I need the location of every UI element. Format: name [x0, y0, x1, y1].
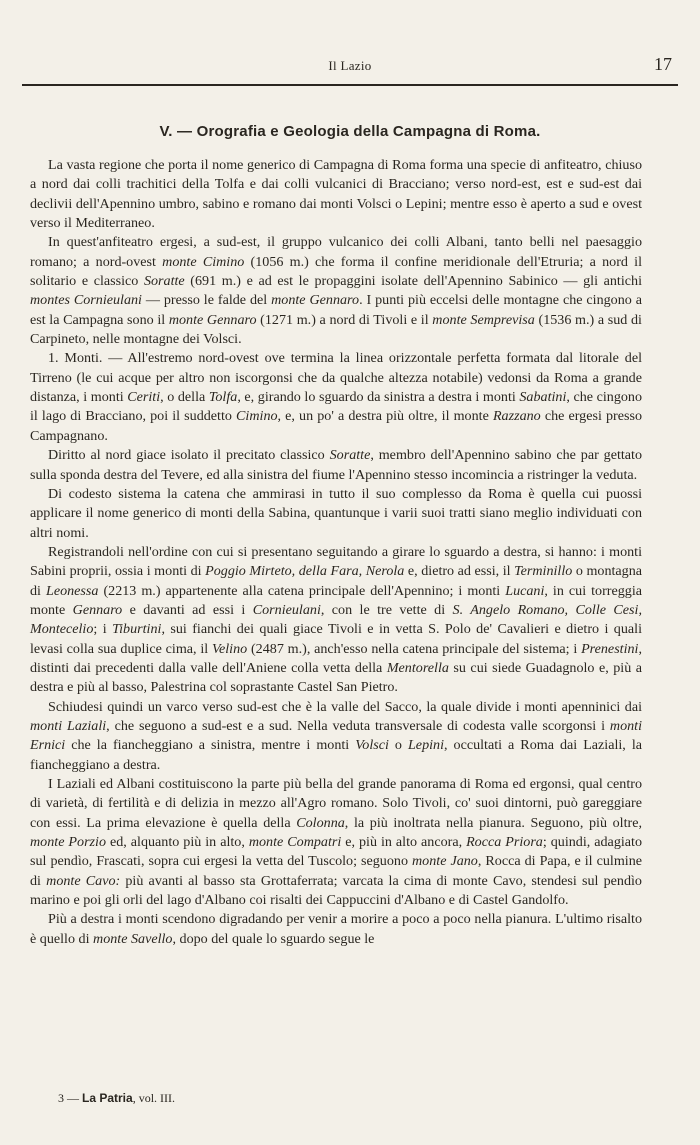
italic-term: Tiburtini	[112, 621, 162, 638]
italic-term: Mentorella	[386, 659, 449, 676]
text-run: — presso le falde del	[141, 292, 272, 309]
italic-term: Volsci	[355, 737, 389, 754]
italic-term: Soratte	[143, 273, 185, 290]
paragraph	[30, 446, 642, 485]
italic-term: Tolfa	[208, 389, 238, 406]
italic-term: monte Savello	[93, 930, 173, 947]
text-run: , occultati a Roma dai Laziali, la fiancheggiano a destra.	[30, 737, 643, 773]
text-run: Di codesto sistema la catena che ammirasi in tutto il suo complesso da Roma è quella cui puossi applicare il nome generico di monti della Sabina, quantunque i varii suoi tratti siano meglio individuati con altri nomi.	[30, 485, 642, 541]
text-run: , Rocca di Papa, e il culmine di	[30, 853, 642, 889]
text-run: Più a destra i monti scendono digradando per venir a morire a poco a poco nella pianura. L'ultimo risalto è quello di	[30, 911, 642, 947]
text-run: e davanti ad essi i	[122, 601, 253, 618]
italic-term: S. Angelo Romano, Colle Cesi, Montecelio	[30, 601, 642, 638]
italic-term: monti Ernici	[30, 717, 642, 754]
text-run: (1536 m.) a sud di Carpineto, nelle montagne dei Volsci.	[30, 311, 642, 348]
text-run: che la fiancheggiano a sinistra, mentre i monti	[65, 737, 356, 754]
italic-term: Gennaro	[72, 601, 123, 618]
italic-term: Poggio Mirteto, della Fara, Nerola	[205, 563, 405, 580]
text-run: , dopo del quale lo sguardo segue le	[172, 930, 375, 947]
italic-term: Lucani	[505, 582, 545, 599]
chapter-title: V. — Orografia e Geologia della Campagna di Roma.	[159, 123, 541, 140]
paragraph	[30, 775, 642, 910]
page-number: 17	[654, 54, 672, 74]
text-run: su cui siede Guadagnolo e, più a destra e più al basso, Palestrina col soprastante Castel San Pietro.	[30, 659, 642, 696]
italic-term: Sabatini	[519, 389, 567, 406]
paragraph	[30, 543, 642, 698]
italic-term: monte Gennaro	[271, 292, 360, 309]
text-run: 1. Monti. — All'estremo nord-ovest ove termina la linea orizzontale perfetta formata dal litorale del Tirreno (le cui acque per altro non iscorgonsi che da qualche altezza notabile) vedonsi da Roma a grande distanza, i monti	[30, 350, 642, 406]
text-run: , che seguono a sud-est e a sud. Nella veduta transversale di codesta valle scorgonsi i	[106, 717, 610, 734]
italic-term: Ceriti	[127, 389, 161, 406]
text-run: Registrandoli nell'ordine con cui si presentano seguitando a girare lo sguardo a destra, si hanno: i monti Sabini proprii, ossia i monti di	[30, 543, 642, 580]
italic-term: monte Semprevisa	[432, 311, 535, 328]
text-run: (2213 m.) appartenente alla catena principale dell'Apennino; i monti	[98, 582, 506, 599]
italic-term: Cornieulani	[252, 601, 321, 618]
italic-term: monte Jano	[412, 853, 478, 870]
italic-term: Lepini	[407, 737, 444, 754]
italic-term: Prenestini	[581, 640, 639, 657]
page-footer	[58, 1091, 175, 1106]
text-run: , o della	[160, 389, 209, 406]
text-run: Schiudesi quindi un varco verso sud-est che è la valle del Sacco, la quale divide i monti apenninici dai	[48, 698, 642, 715]
text-run: o	[388, 737, 408, 754]
text-run: , e, girando lo sguardo da sinistra a destra i monti	[237, 389, 520, 406]
text-run: ; quindi, adagiato sul pendìo, Frascati, sopra cui ergesi la vetta del Tuscolo; seguono	[30, 834, 642, 870]
text-run: e, dietro ad essi, il	[404, 563, 515, 580]
paragraph	[30, 233, 642, 349]
italic-term: Colonna	[296, 814, 345, 831]
text-run: La vasta regione che porta il nome generico di Campagna di Roma forma una specie di anfiteatro, chiuso a nord dai colli trachitici della Tolfa e dai colli vulcanici di Bracciano; verso nord-est, est e sud-est dai declivii dell'Apennino umbro, sabino e romano dai monti Volsci o Lepini; mentre esso è aperto a sud e ovest verso il Mediterraneo.	[30, 157, 642, 232]
text-run: , in cui torreggia monte	[30, 582, 642, 618]
volume-label: , vol. III.	[132, 1091, 176, 1105]
italic-term: monte Cimino	[162, 253, 245, 270]
italic-term: Cimino	[236, 408, 278, 425]
text-run: (1056 m.) che forma il confine meridionale dell'Etruria; a nord il solitario e classico	[30, 253, 642, 290]
italic-term: Terminillo	[514, 563, 573, 580]
text-run: Diritto al nord giace isolato il precitato classico	[48, 447, 330, 464]
text-run: , e, un po' a destra più oltre, il monte	[277, 408, 493, 425]
header-rule	[22, 84, 678, 86]
text-run: , distinti dai precedenti dalla valle dell'Aniene colla vetta della	[30, 640, 643, 676]
italic-term: monte Cavo:	[46, 872, 121, 889]
italic-term: monte Porzio	[30, 834, 107, 851]
paragraph	[30, 698, 642, 775]
body-text	[30, 156, 642, 949]
text-run: ed, alquanto più in alto,	[106, 834, 249, 851]
italic-term: monte Gennaro	[168, 311, 257, 328]
paragraph	[30, 349, 642, 446]
text-run: o montagna di	[30, 563, 643, 599]
publication-name: La Patria	[82, 1091, 133, 1105]
text-run: , membro dell'Apennino sabino che par gettato sulla sponda destra del Tevere, ed alla sinistra del fiume l'Apennino stesso incomincia a ristringer la veduta.	[30, 447, 642, 483]
running-head	[22, 54, 678, 82]
paragraph	[30, 485, 642, 543]
italic-term: monti Laziali	[30, 717, 107, 734]
italic-term: Leonessa	[45, 582, 99, 599]
text-run: In quest'anfiteatro ergesi, a sud-est, il gruppo vulcanico dei colli Albani, tanto belli nel paesaggio romano; a nord-ovest	[30, 234, 642, 270]
paragraph	[30, 156, 642, 233]
italic-term: monte Compatri	[248, 834, 342, 851]
text-run: (691 m.) e ad est le propaggini isolate dell'Apennino Sabinico — gli antichi	[184, 273, 642, 290]
italic-term: montes Cornieulani	[30, 292, 142, 309]
paragraph	[30, 910, 642, 949]
text-run: (2487 m.), anch'esso nella catena principale del sistema; i	[247, 640, 582, 657]
text-run: I Laziali ed Albani costituiscono la parte più bella del grande panorama di Roma ed ergonsi, qual centro di varietà, di fertilità e di delizia in mezzo all'Agro romano. Solo Tivoli, co' suoi dintorni, può gareggiare con essi. La prima elevazione è quella della	[30, 776, 642, 831]
italic-term: Rocca Priora	[466, 834, 543, 851]
signature-mark: 3 —	[58, 1091, 79, 1105]
text-run: e, più in alto ancora,	[341, 834, 467, 851]
text-run: più avanti al basso sta Grottaferrata; varcata la cima di monte Cavo, stendesi sul pendìo marino e poi gli orli del lago d'Albano coi risalti dei Cappuccini d'Albano e di Castel Gandolfo.	[30, 872, 642, 909]
italic-term: Soratte	[329, 447, 371, 464]
text-run: . I punti più eccelsi delle montagne che cingono a est la Campagna sono il	[30, 292, 642, 328]
text-run: , con le tre vette di	[320, 601, 453, 618]
italic-term: Velino	[211, 640, 248, 657]
text-run: ; i	[93, 621, 113, 638]
running-head-title: Il Lazio	[328, 58, 372, 73]
text-run: che ergesi presso Campagnano.	[30, 408, 642, 444]
text-run: , che cingono il lago di Bracciano, poi il suddetto	[30, 389, 643, 425]
text-run: , sui fianchi dei quali giace Tivoli e in vetta S. Polo de' Cavalieri e dietro i quali levasi colla sua duplice cima, il	[30, 621, 642, 657]
text-run: , la più inoltrata nella pianura. Seguono, più oltre,	[344, 814, 642, 831]
italic-term: Razzano	[492, 408, 541, 425]
text-run: (1271 m.) a nord di Tivoli e il	[256, 311, 433, 328]
